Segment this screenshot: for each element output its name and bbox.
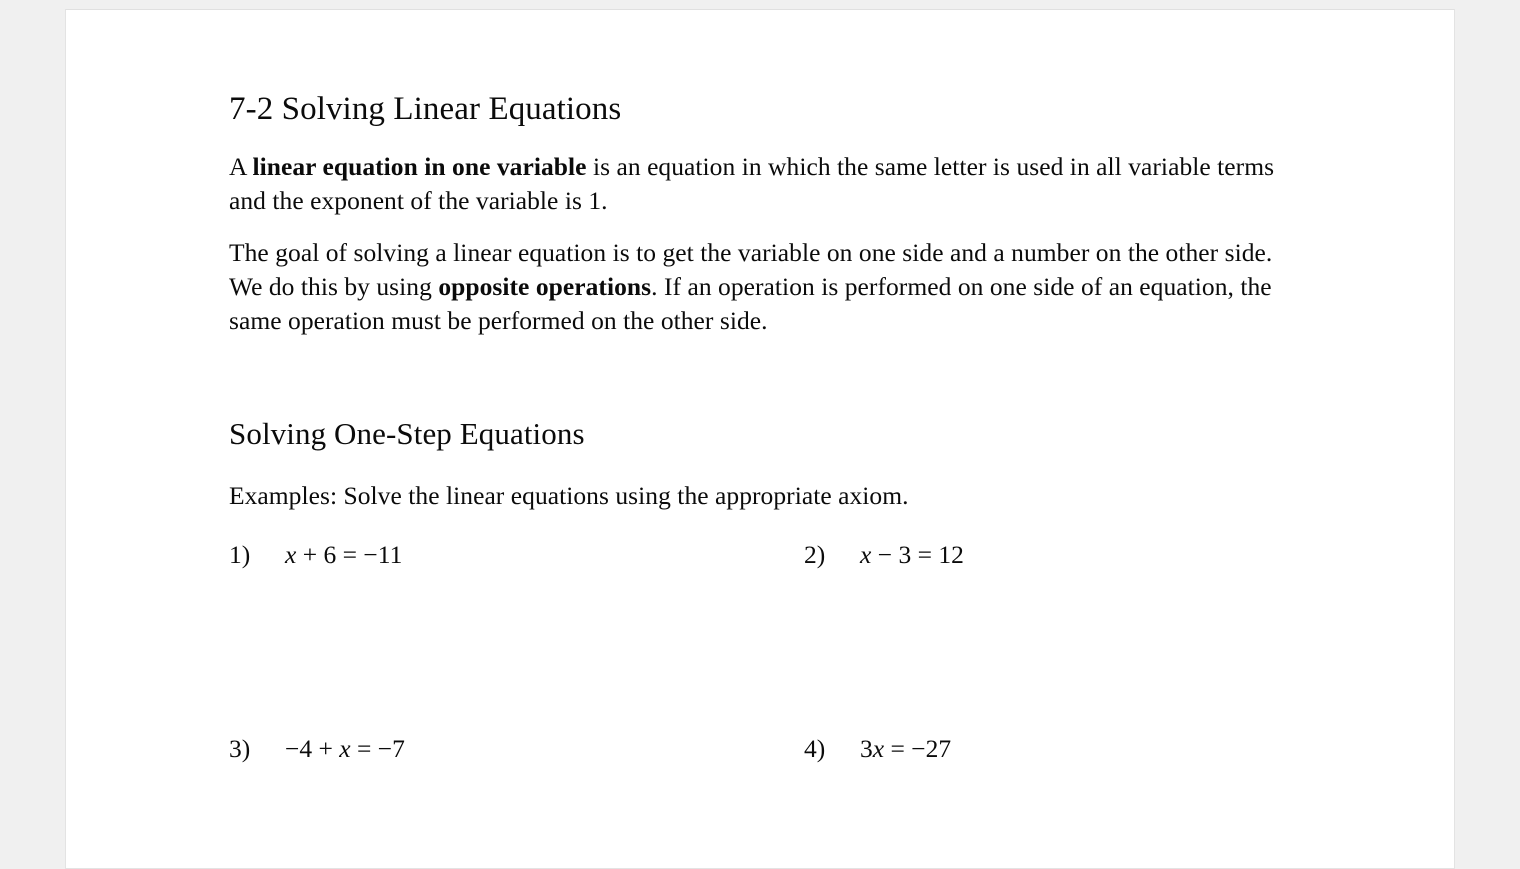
problem-number: 2) bbox=[804, 539, 826, 569]
definition-run-1: A bbox=[229, 151, 253, 181]
problem-item-3 bbox=[229, 732, 804, 766]
examples-instructions: Examples: Solve the linear equations using the appropriate axiom. bbox=[229, 480, 909, 510]
spacer bbox=[229, 338, 1289, 416]
problem-equation: x + 6 = −11 bbox=[285, 539, 403, 569]
problem-number: 4) bbox=[804, 733, 826, 763]
problem-row bbox=[229, 732, 1289, 766]
definition-term-bold: linear equation in one variable bbox=[252, 151, 587, 181]
goal-run-1: The goal of solving a linear equation is to get the variable on one side and a number on the other side. We do this by using bbox=[229, 237, 1273, 301]
problem-equation: −4 + x = −7 bbox=[285, 733, 405, 763]
page-title: 7-2 Solving Linear Equations bbox=[229, 91, 622, 127]
problem-equation: 3x = −27 bbox=[860, 733, 952, 763]
spacer bbox=[229, 513, 1289, 538]
problem-work-space bbox=[229, 572, 1289, 732]
spacer bbox=[229, 129, 1289, 150]
problem-equation: x − 3 = 12 bbox=[860, 539, 964, 569]
problem-item-4 bbox=[804, 732, 1284, 766]
document-content bbox=[229, 90, 1289, 766]
paragraph-goal bbox=[229, 236, 1289, 338]
section-heading-one-step: Solving One-Step Equations bbox=[229, 415, 585, 451]
problem-item-2 bbox=[804, 538, 1284, 572]
problem-number: 3) bbox=[229, 733, 251, 763]
paragraph-definition bbox=[229, 150, 1289, 218]
problem-item-1 bbox=[229, 538, 804, 572]
goal-term-bold: opposite operations bbox=[438, 271, 652, 301]
goal-run-3: . If an operation is performed on one side of an equation, the same operation must be performed on the other side. bbox=[229, 271, 1272, 335]
document-page bbox=[65, 9, 1455, 869]
definition-run-3: is an equation in which the same letter is used in all variable terms and the exponent of the variable is 1. bbox=[229, 151, 1275, 215]
problem-number: 1) bbox=[229, 539, 251, 569]
spacer bbox=[229, 453, 1289, 479]
problem-row bbox=[229, 538, 1289, 572]
spacer bbox=[229, 218, 1289, 236]
